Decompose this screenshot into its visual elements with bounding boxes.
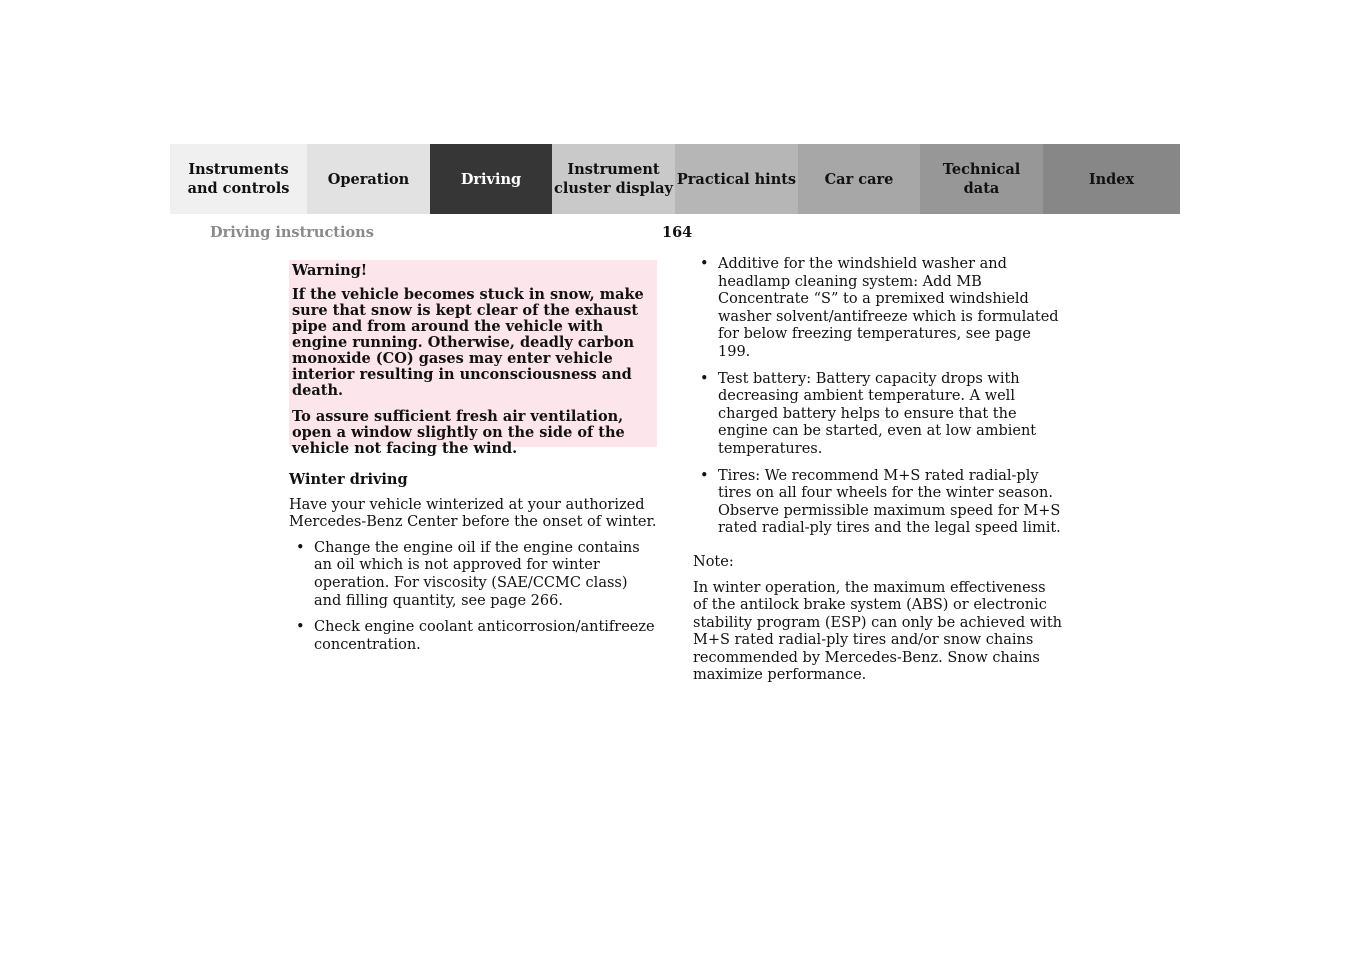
winter-intro: Have your vehicle winterized at your authorized Mercedes-Benz Center before the onset of winter. — [289, 496, 657, 531]
warning-paragraph: If the vehicle becomes stuck in snow, make sure that snow is kept clear of the exhaust pipe and from around the vehicle with engine running. Otherwise, deadly carbon monoxide (CO) gases may enter vehicle interior resulting in unconsciousness and death. — [292, 286, 644, 399]
note-text: In winter operation, the maximum effectiveness of the antilock brake system (ABS) or electronic stability program (ESP) can only be achieved with M+S rated radial-ply tires and/or snow chains recommended by Mercedes-Benz. Snow chains maximize performance. — [693, 579, 1062, 684]
section-title: Driving instructions — [210, 224, 374, 241]
warning-box — [289, 260, 657, 457]
bullet-icon: • — [296, 539, 305, 556]
tab-index[interactable]: Index — [1043, 144, 1180, 214]
note-label: Note: — [693, 553, 734, 570]
winter-bullet-list — [693, 256, 1063, 538]
chapter-tabs — [170, 144, 1180, 214]
tab-operation[interactable]: Operation — [307, 144, 430, 214]
tab-practical-hints[interactable]: Practical hints — [675, 144, 798, 214]
list-item — [693, 371, 1063, 459]
bullet-icon: • — [700, 467, 709, 484]
list-item — [289, 540, 657, 610]
tab-car-care[interactable]: Car care — [798, 144, 920, 214]
list-item-text: Change the engine oil if the engine contains an oil which is not approved for winter operation. For viscosity (SAE/CCMC class) and filling quantity, see page 266. — [314, 539, 640, 609]
list-item — [289, 619, 657, 654]
right-column — [693, 256, 1063, 685]
tab-driving[interactable]: Driving — [430, 144, 552, 214]
list-item-text: Check engine coolant anticorrosion/antifreeze concentration. — [314, 619, 655, 653]
bullet-icon: • — [296, 619, 305, 636]
list-item — [693, 468, 1063, 538]
tab-instruments-and-controls[interactable]: Instruments and controls — [170, 144, 307, 214]
list-item-text: Test battery: Battery capacity drops with decreasing ambient temperature. A well charged battery helps to ensure that the engine can be started, even at low ambient temperatures. — [718, 370, 1037, 457]
left-column — [289, 471, 657, 663]
tab-instrument-cluster-display[interactable]: Instrument cluster display — [552, 144, 675, 214]
warning-paragraph: To assure sufficient fresh air ventilation, open a window slightly on the side of the vehicle not facing the wind. — [292, 408, 625, 457]
warning-heading: Warning! — [292, 262, 368, 279]
list-item — [693, 256, 1063, 362]
list-item-text: Tires: We recommend M+S rated radial-ply tires on all four wheels for the winter season. Observe permissible maximum speed for M+S rated radial-ply tires and the legal speed limit. — [718, 467, 1061, 537]
list-item-text: Additive for the windshield washer and headlamp cleaning system: Add MB Concentrate “S” to a premixed windshield washer solvent/antifreeze which is formulated for below freezing temperatures, see page 199. — [718, 256, 1059, 360]
bullet-icon: • — [700, 370, 709, 387]
page-number: 164 — [662, 224, 693, 241]
winter-bullet-list — [289, 540, 657, 655]
winter-driving-heading: Winter driving — [289, 471, 408, 488]
bullet-icon: • — [700, 256, 709, 272]
tab-technical-data[interactable]: Technical data — [920, 144, 1043, 214]
